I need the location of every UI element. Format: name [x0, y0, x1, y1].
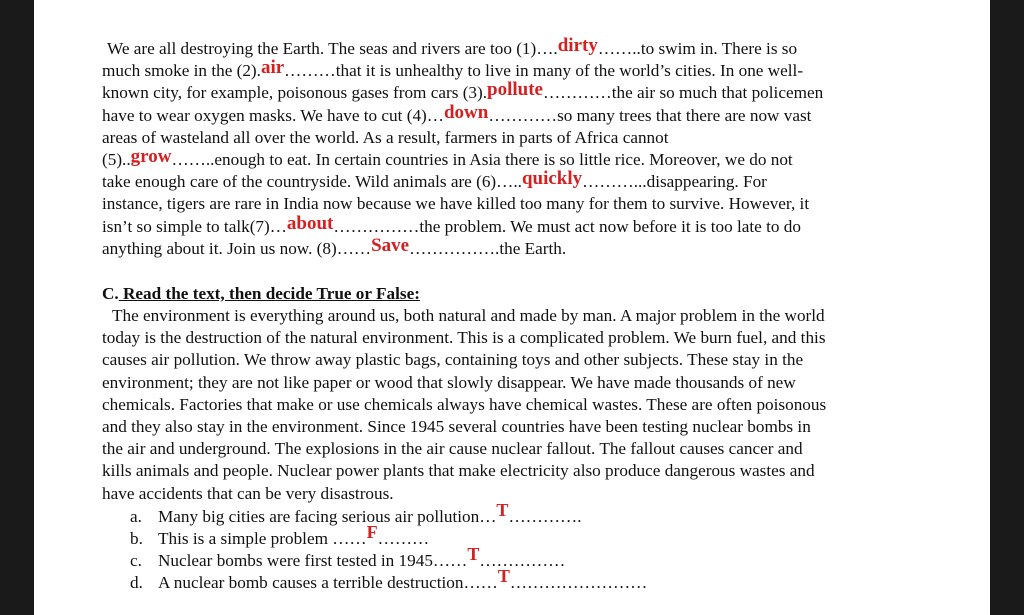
reading-line: The environment is everything around us, both natural and made by man. A major problem in the world	[112, 306, 825, 326]
answer-6: quickly	[521, 168, 583, 190]
tf-item: c. Nuclear bombs were first tested in 1945……T……………	[130, 544, 566, 571]
passage-line: isn’t so simple to talk(7)…about……………the problem. We must act now before it is too late to do	[102, 212, 801, 236]
tf-answer-d: T	[497, 566, 510, 587]
answer-4: down	[443, 101, 489, 123]
reading-line: the air and underground. The explosions in the air cause nuclear fallout. The fallout causes cancer and	[102, 439, 803, 459]
fill-in-passage	[102, 35, 932, 260]
reading-line: today is the destruction of the natural environment. This is a complicated problem. We burn fuel, and this	[102, 328, 826, 348]
passage-line: anything about it. Join us now. (8)……Save…………….the Earth.	[102, 234, 567, 258]
reading-line: causes air pollution. We throw away plastic bags, containing toys and other subjects. These stay in the	[102, 350, 804, 370]
answer-7: about	[286, 212, 334, 234]
reading-line: environment; they are not like paper or wood that slowly disappear. We have made thousands of new	[102, 372, 796, 392]
viewer-frame-right	[990, 0, 1024, 615]
answer-3: pollute	[487, 79, 543, 101]
tf-item: a. Many big cities are facing serious air pollution…T………….	[130, 499, 582, 526]
true-false-list	[102, 499, 932, 594]
tf-item: b. This is a simple problem ……F………	[130, 521, 430, 548]
reading-line: have accidents that can be very disastrous.	[102, 483, 394, 503]
tf-answer-b: F	[366, 521, 378, 542]
passage-line: We are all destroying the Earth. The seas and rivers are too (1)….dirty……..to swim in. There is so	[107, 35, 798, 58]
document-page	[34, 0, 990, 615]
viewer-frame-left	[0, 0, 34, 615]
answer-2: air	[260, 57, 285, 79]
answer-1: dirty	[557, 35, 598, 56]
reading-line: chemicals. Factories that make or use chemicals always have chemical wastes. These are often poisonous	[102, 394, 827, 414]
tf-item: d. A nuclear bomb causes a terrible destruction……T……………………	[130, 566, 648, 593]
reading-line: kills animals and people. Nuclear power plants that make electricity also produce dangerous wastes and	[102, 461, 815, 481]
worksheet-content	[102, 35, 932, 594]
passage-line: instance, tigers are rare in India now because we have killed too many for them to survive. However, it	[102, 194, 810, 214]
reading-passage	[102, 305, 932, 505]
passage-line: known city, for example, poisonous gases from cars (3).pollute…………the air so much that policemen	[102, 79, 824, 103]
passage-line: (5)..grow……..enough to eat. In certain countries in Asia there is so little rice. Moreover, we do not	[102, 145, 793, 169]
passage-line: take enough care of the countryside. Wild animals are (6)…..quickly………...disappearing. For	[102, 168, 767, 192]
reading-line: and they also stay in the environment. Since 1945 several countries have been testing nuclear bombs in	[102, 417, 811, 436]
passage-line: areas of wasteland all over the world. As a result, farmers in parts of Africa cannot	[102, 127, 669, 147]
answer-8: Save	[371, 234, 410, 256]
tf-answer-a: T	[496, 499, 509, 520]
passage-line: much smoke in the (2).air………that it is unhealthy to live in many of the world’s cities. In one well-	[102, 57, 804, 81]
section-c-heading: C. Read the text, then decide True or False:	[102, 283, 420, 303]
answer-5: grow	[130, 145, 172, 167]
passage-line: have to wear oxygen masks. We have to cut (4)…down…………so many trees that there are now vast	[102, 101, 812, 125]
tf-answer-c: T	[467, 544, 480, 565]
